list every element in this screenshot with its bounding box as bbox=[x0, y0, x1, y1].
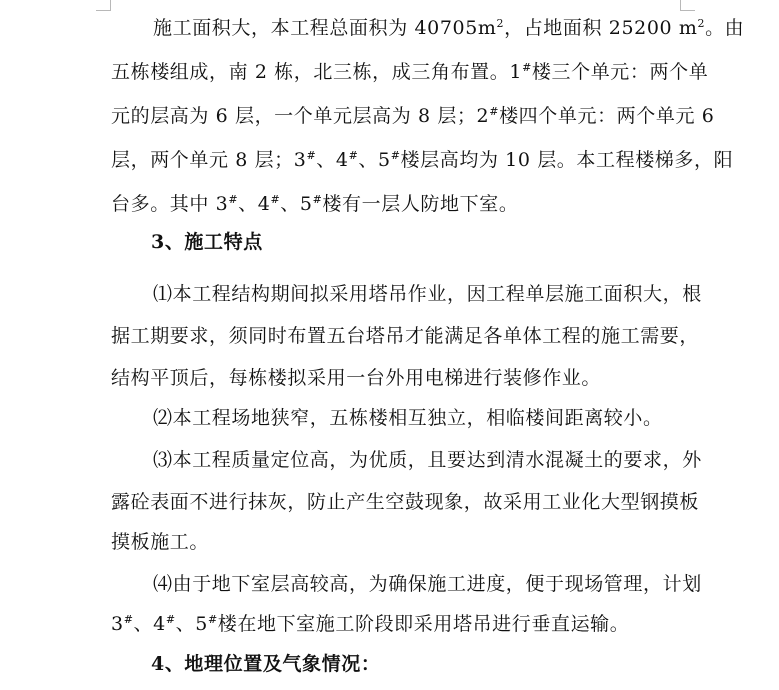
list-item-2-line: ⑵本工程场地狭窄，五栋楼相互独立，相临楼间距离较小。 bbox=[153, 407, 663, 429]
list-item-1-line: ⑴本工程结构期间拟采用塔吊作业，因工程单层施工面积大，根 bbox=[153, 283, 702, 305]
list-item-1-line: 结构平顶后，每栋楼拟采用一台外用电梯进行装修作业。 bbox=[111, 367, 602, 389]
paragraph-line: 施工面积大，本工程总面积为 $40705m^2$，占地面积 25200 $m^2$。由 bbox=[153, 17, 745, 39]
section-heading-4: 4、地理位置及气象情况： bbox=[151, 653, 381, 675]
section-heading-3: 3、施工特点 bbox=[151, 231, 263, 253]
margin-corner-mark-right bbox=[680, 0, 695, 11]
paragraph-line: 台多。其中 3#、4#、5#楼有一层人防地下室。 bbox=[111, 193, 519, 215]
paragraph-line: 元的层高为 6 层，一个单元层高为 8 层；2#楼四个单元：两个单元 6 bbox=[111, 105, 715, 127]
list-item-3-line: 露砼表面不进行抹灰，防止产生空鼓现象，故采用工业化大型钢摸板 bbox=[111, 491, 700, 513]
list-item-1-line: 据工期要求，须同时布置五台塔吊才能满足各单体工程的施工需要， bbox=[111, 325, 700, 347]
list-item-4-line: 3#、4#、5#楼在地下室施工阶段即采用塔吊进行垂直运输。 bbox=[111, 613, 630, 635]
list-item-4-line: ⑷由于地下室层高较高，为确保施工进度，便于现场管理，计划 bbox=[153, 573, 702, 595]
margin-corner-mark-left bbox=[96, 0, 111, 11]
paragraph-line: 层，两个单元 8 层；3#、4#、5#楼层高均为 10 层。本工程楼梯多，阳 bbox=[111, 149, 734, 171]
paragraph-line: 五栋楼组成，南 2 栋，北三栋，成三角布置。1#楼三个单元：两个单 bbox=[111, 61, 709, 83]
list-item-3-line: ⑶本工程质量定位高，为优质，且要达到清水混凝土的要求，外 bbox=[153, 449, 702, 471]
list-item-3-line: 摸板施工。 bbox=[111, 531, 210, 553]
